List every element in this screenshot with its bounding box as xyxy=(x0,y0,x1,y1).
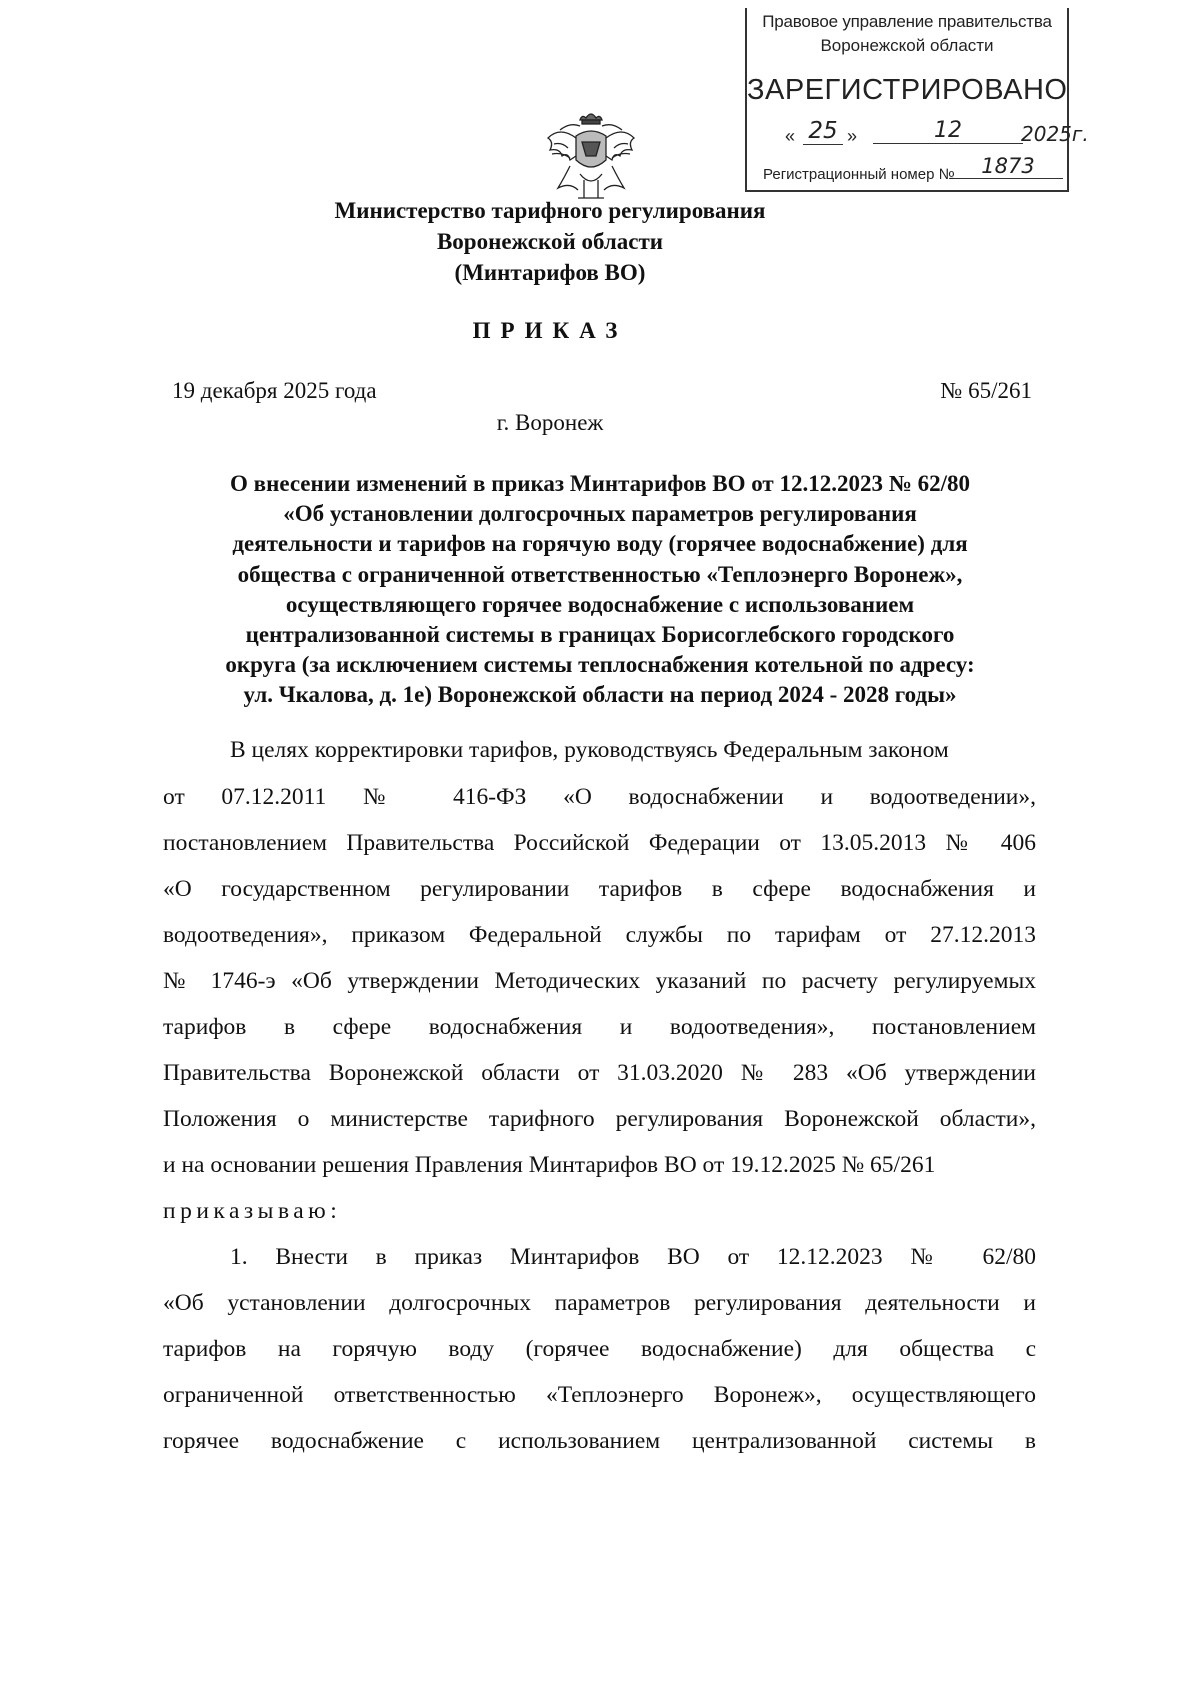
document-date: 19 декабря 2025 года xyxy=(172,378,377,403)
heading-line: «Об установлении долгосрочных параметров регулирования xyxy=(283,501,917,527)
item1-line: 1. Внести в приказ Минтарифов ВО от 12.12.2023 № 62/80 xyxy=(230,1244,1036,1270)
body-line: от 07.12.2011 № 416-ФЗ «О водоснабжении и водоотведении», xyxy=(163,784,1036,810)
stamp-close-quote: » xyxy=(847,126,858,146)
heading-line: округа (за исключением системы теплоснабжения котельной по адресу: xyxy=(225,652,975,678)
body-line: и на основании решения Правления Минтарифов ВО от 19.12.2025 № 65/261 xyxy=(163,1152,936,1178)
heading-line: О внесении изменений в приказ Минтарифов ВО от 12.12.2023 № 62/80 xyxy=(230,471,970,496)
body-line: водоотведения», приказом Федеральной службы по тарифам от 27.12.2013 xyxy=(163,922,1036,948)
body-line: постановлением Правительства Российской Федерации от 13.05.2013 № 406 xyxy=(163,830,1036,856)
org-name-line1: Министерство тарифного регулирования xyxy=(334,198,766,223)
body-line: тарифов в сфере водоснабжения и водоотведения», постановлением xyxy=(163,1014,1036,1040)
body-line: В целях корректировки тарифов, руководствуясь Федеральным законом xyxy=(230,737,949,763)
stamp-title: ЗАРЕГИСТРИРОВАНО xyxy=(747,74,1068,106)
heading-line: осуществляющего горячее водоснабжение с использованием xyxy=(285,591,915,617)
stamp-date-day: 25 xyxy=(803,118,843,145)
document-heading xyxy=(150,469,1050,711)
document-number: № 65/261 xyxy=(940,378,1032,403)
item1-line: горячее водоснабжение с использованием централизованной системы в xyxy=(163,1428,1036,1454)
body-line: Правительства Воронежской области от 31.03.2020 № 283 «Об утверждении xyxy=(163,1060,1036,1086)
org-abbreviation: (Минтарифов ВО) xyxy=(454,260,646,285)
heading-line: общества с ограниченной ответственностью «Теплоэнерго Воронеж», xyxy=(237,561,963,587)
stamp-registration-number: 1873 xyxy=(953,154,1063,179)
heading-line: ул. Чкалова, д. 1е) Воронежской области на период 2024 - 2028 годы» xyxy=(243,682,957,708)
document-type: ПРИКАЗ xyxy=(472,318,628,343)
document-city: г. Воронеж xyxy=(496,410,604,435)
stamp-authority-line2: Воронежской области xyxy=(820,36,994,55)
stamp-registration-label: Регистрационный номер № xyxy=(763,166,955,183)
item1-line: «Об установлении долгосрочных параметров регулирования деятельности и xyxy=(163,1290,1036,1316)
coat-of-arms-icon xyxy=(540,108,642,204)
stamp-date-year: 2025г. xyxy=(1021,122,1089,146)
stamp-date-month: 12 xyxy=(873,118,1023,144)
body-line: Положения о министерстве тарифного регулирования Воронежской области», xyxy=(163,1106,1036,1132)
heading-line: деятельности и тарифов на горячую воду (горячее водоснабжение) для xyxy=(232,531,968,557)
stamp-open-quote: « xyxy=(785,126,796,146)
item1-line: ограниченной ответственностью «Теплоэнерго Воронеж», осуществляющего xyxy=(163,1382,1036,1408)
org-name-line2: Воронежской области xyxy=(436,229,664,254)
registration-stamp xyxy=(745,8,1089,192)
decree-word: приказываю: xyxy=(163,1198,342,1224)
stamp-date-row xyxy=(785,116,1089,152)
body-line: № 1746-э «Об утверждении Методических указаний по расчету регулируемых xyxy=(163,968,1036,994)
item1-line: тарифов на горячую воду (горячее водоснабжение) для общества с xyxy=(163,1336,1036,1362)
stamp-authority-line1: Правовое управление правительства xyxy=(762,12,1052,31)
body-line: «О государственном регулировании тарифов в сфере водоснабжения и xyxy=(163,876,1036,902)
heading-line: централизованной системы в границах Борисоглебского городского xyxy=(245,622,955,648)
